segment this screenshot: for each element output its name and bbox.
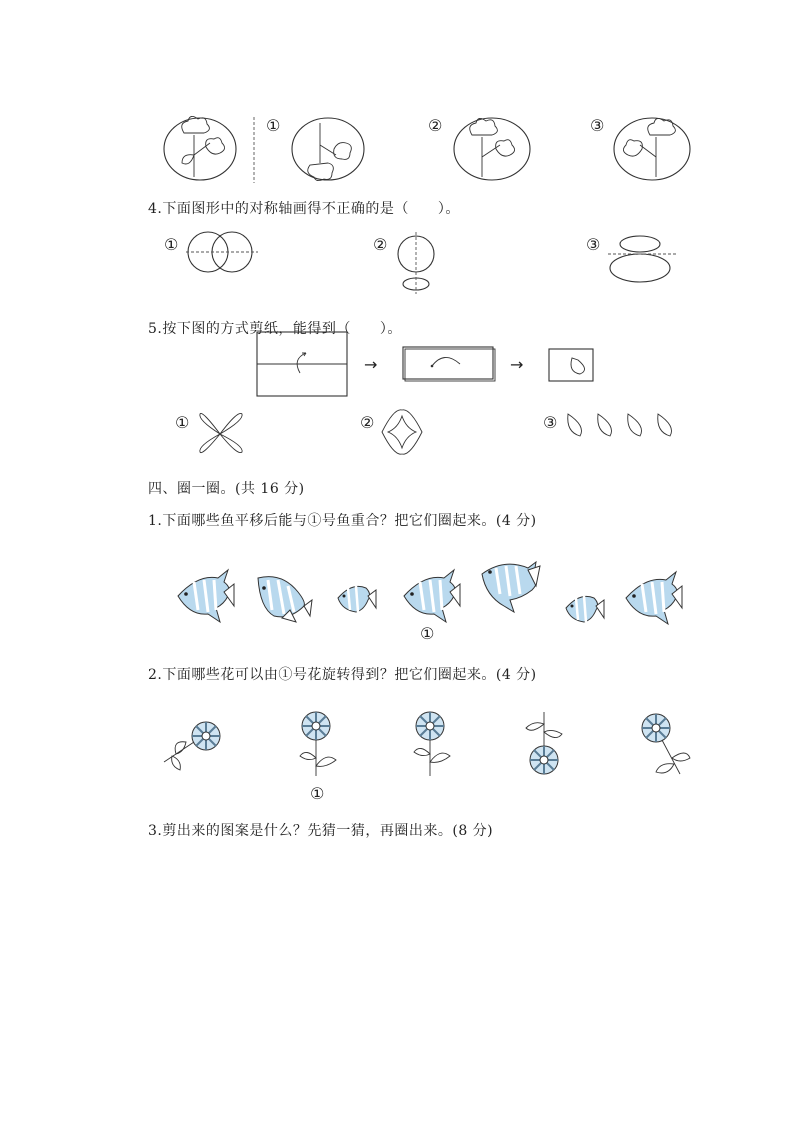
fish-icon[interactable]: [250, 570, 320, 630]
flower-icon[interactable]: [298, 710, 348, 780]
q4-option-2-shape-icon: [394, 232, 454, 302]
flower-icon[interactable]: [634, 710, 694, 780]
paper-full-icon: [256, 331, 356, 401]
q4-option-3-label[interactable]: ③: [586, 235, 601, 254]
paper-folded-quarter-icon: [548, 348, 598, 388]
q5-option-2-label[interactable]: ②: [360, 413, 375, 432]
flower-icon[interactable]: [160, 716, 230, 776]
original-flower-oval-icon: [162, 115, 252, 185]
q4-option-2-label[interactable]: ②: [373, 235, 388, 254]
s4q3-question-text: 3.剪出来的图案是什么？先猜一猜，再圈出来。(8 分): [148, 823, 494, 839]
q3-option-1-label[interactable]: ①: [266, 116, 281, 135]
q4-option-3-ellipses-icon: [608, 232, 688, 292]
q4-option-1-circles-icon: [186, 230, 286, 280]
q5-option-3-petals-row-icon: [566, 410, 686, 450]
fish-icon[interactable]: [562, 590, 612, 630]
flower-icon[interactable]: [524, 710, 574, 780]
fish-icon[interactable]: [620, 570, 690, 630]
q5-option-1-label[interactable]: ①: [175, 413, 190, 432]
q5-option-1-x-petals-icon: [198, 410, 268, 460]
s4q1-question-text: 1.下面哪些鱼平移后能与①号鱼重合？把它们圈起来。(4 分): [148, 513, 537, 529]
option-1-flower-oval-icon: [290, 115, 380, 185]
q5-arrow-2: →: [510, 355, 524, 374]
q4-option-1-label[interactable]: ①: [164, 235, 179, 254]
q5-question-text: 5.按下图的方式剪纸，能得到（ ）。: [148, 321, 402, 337]
flower-icon[interactable]: [412, 710, 462, 780]
option-2-flower-oval-icon: [452, 115, 542, 185]
paper-folded-half-icon: [402, 346, 502, 386]
axis-dashed-line: [252, 117, 256, 187]
s4q2-question-text: 2.下面哪些花可以由①号花旋转得到？把它们圈起来。(4 分): [148, 667, 537, 683]
option-3-flower-oval-icon: [612, 115, 702, 185]
section-4-title: 四、圈一圈。(共 16 分): [148, 481, 305, 497]
fish-icon[interactable]: [334, 580, 384, 620]
fish-icon[interactable]: [478, 558, 548, 618]
flower-1-label: ①: [310, 784, 325, 803]
q4-question-text: 4.下面图形中的对称轴画得不正确的是（ ）。: [148, 201, 460, 217]
fish-icon[interactable]: [172, 568, 242, 628]
q5-arrow-1: →: [364, 355, 378, 374]
fish-1-label: ①: [420, 624, 435, 643]
q3-option-2-label[interactable]: ②: [428, 116, 443, 135]
fish-icon[interactable]: [398, 568, 468, 628]
q3-option-3-label[interactable]: ③: [590, 116, 605, 135]
q5-option-3-label[interactable]: ③: [543, 413, 558, 432]
q5-option-2-diamond-icon: [380, 410, 440, 460]
